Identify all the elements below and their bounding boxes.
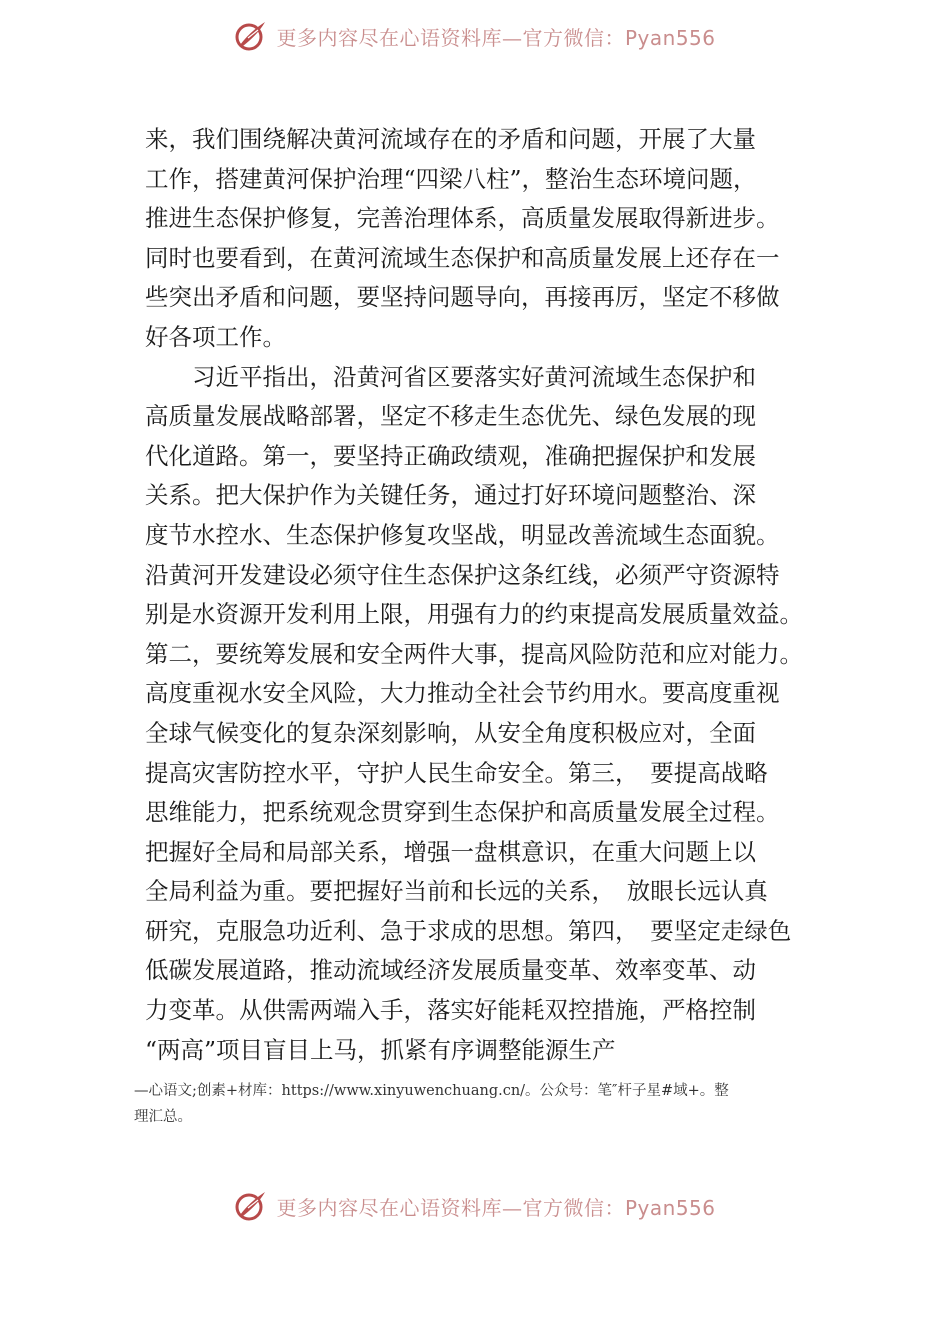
source-footnote xyxy=(134,1078,824,1130)
body-line: 研究，克服急功近利、急于求成的思想。第四， 要坚定走绿色 xyxy=(145,916,792,945)
body-line: “两高”项目盲目上马，抓紧有序调整能源生产 xyxy=(145,1035,616,1064)
body-line: 提高灾害防控水平，守护人民生命安全。第三， 要提高战略 xyxy=(145,758,768,787)
footnote-line: 理汇总。 xyxy=(134,1109,192,1125)
article-body xyxy=(145,120,835,1070)
body-line: 全球气候变化的复杂深刻影响，从安全角度积极应对，全面 xyxy=(145,718,756,747)
body-line: 些突出矛盾和问题，要坚持问题导向，再接再厉，坚定不移做 xyxy=(145,283,780,312)
body-line: 把握好全局和局部关系，增强一盘棋意识，在重大问题上以 xyxy=(145,837,756,866)
body-line: 思维能力，把系统观念贯穿到生态保护和高质量发展全过程。 xyxy=(145,798,780,827)
header-banner xyxy=(0,16,950,56)
body-line: 别是水资源开发利用上限，用强有力的约束提高发展质量效益。 xyxy=(145,600,803,629)
body-line: 同时也要看到，在黄河流域生态保护和高质量发展上还存在一 xyxy=(145,243,780,272)
body-line: 高质量发展战略部署，坚定不移走生态优先、绿色发展的现 xyxy=(145,402,756,431)
body-line: 推进生态保护修复，完善治理体系，高质量发展取得新进步。 xyxy=(145,204,780,233)
body-line: 全局利益为重。要把握好当前和长远的关系， 放眼长远认真 xyxy=(145,877,768,906)
body-line: 沿黄河开发建设必须守住生态保护这条红线，必须严守资源特 xyxy=(145,560,780,589)
body-line: 工作，搭建黄河保护治理“四梁八柱”，整治生态环境问题， xyxy=(145,164,757,193)
body-line: 力变革。从供需两端入手，落实好能耗双控措施，严格控制 xyxy=(145,996,756,1025)
body-line: 关系。把大保护作为关键任务，通过打好环境问题整治、深 xyxy=(145,481,756,510)
feather-quill-logo-icon xyxy=(234,1189,268,1223)
body-line: 习近平指出，沿黄河省区要落实好黄河流域生态保护和 xyxy=(145,362,756,391)
feather-quill-logo-icon xyxy=(234,19,268,53)
wechat-handle: Pyan556 xyxy=(624,1195,716,1220)
body-line: 高度重视水安全风险，大力推动全社会节约用水。要高度重视 xyxy=(145,679,780,708)
body-line: 度节水控水、生态保护修复攻坚战，明显改善流域生态面貌。 xyxy=(145,520,780,549)
banner-text: 更多内容尽在心语资料库—官方微信：Pyan556 xyxy=(276,25,716,50)
footnote-line: —心语文;创素+材库：https://www.xinyuwenchuang.cn/。公众号：笔″杆子星#域+。整 xyxy=(134,1083,729,1099)
body-line: 代化道路。第一，要坚持正确政绩观，准确把握保护和发展 xyxy=(145,441,756,470)
body-line: 来，我们围绕解决黄河流域存在的矛盾和问题，开展了大量 xyxy=(145,125,756,153)
body-line: 低碳发展道路，推动流域经济发展质量变革、效率变革、动 xyxy=(145,956,756,985)
body-line: 好各项工作。 xyxy=(145,322,286,351)
banner-text: 更多内容尽在心语资料库—官方微信：Pyan556 xyxy=(276,1195,716,1220)
footer-banner xyxy=(0,1186,950,1226)
wechat-handle: Pyan556 xyxy=(624,25,716,50)
body-line: 第二，要统筹发展和安全两件大事，提高风险防范和应对能力。 xyxy=(145,639,803,668)
